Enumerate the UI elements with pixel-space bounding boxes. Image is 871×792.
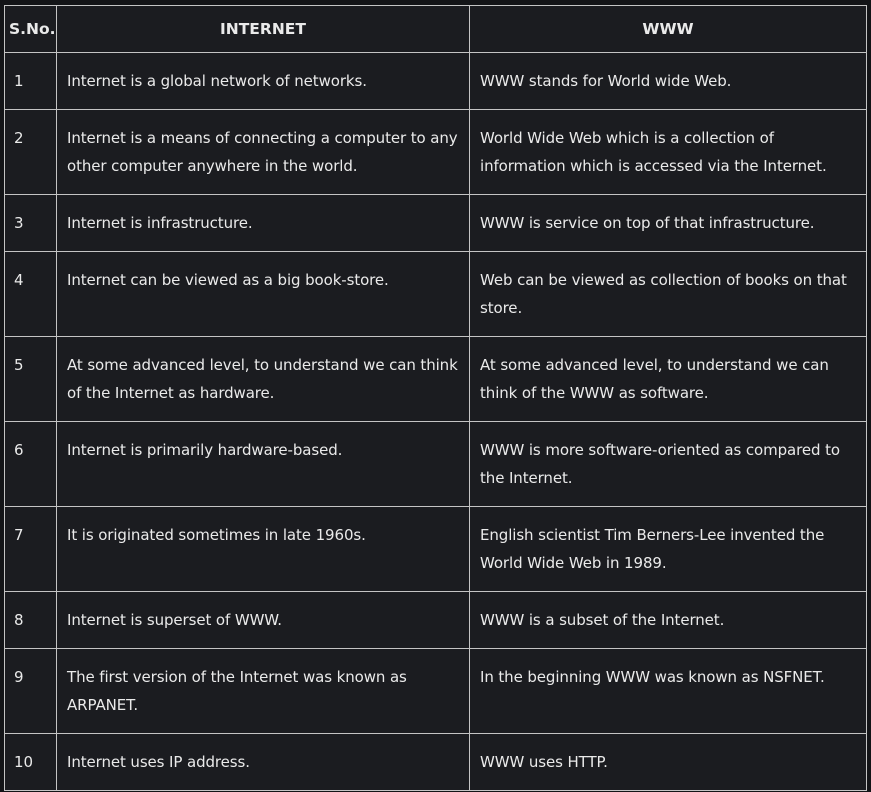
cell-sno: 7 xyxy=(5,507,57,592)
cell-sno: 10 xyxy=(5,734,57,791)
cell-internet: Internet is primarily hardware-based. xyxy=(57,422,470,507)
cell-www: WWW is more software-oriented as compared to the Internet. xyxy=(470,422,867,507)
cell-internet: Internet is infrastructure. xyxy=(57,195,470,252)
cell-internet: Internet is a means of connecting a computer to any other computer anywhere in the world. xyxy=(57,110,470,195)
cell-sno: 2 xyxy=(5,110,57,195)
header-internet: INTERNET xyxy=(57,6,470,53)
cell-internet: Internet can be viewed as a big book-store. xyxy=(57,252,470,337)
cell-internet: At some advanced level, to understand we can think of the Internet as hardware. xyxy=(57,337,470,422)
cell-sno: 1 xyxy=(5,53,57,110)
table-row xyxy=(5,592,867,649)
cell-www: At some advanced level, to understand we can think of the WWW as software. xyxy=(470,337,867,422)
cell-www: In the beginning WWW was known as NSFNET. xyxy=(470,649,867,734)
table-row xyxy=(5,195,867,252)
cell-www: WWW stands for World wide Web. xyxy=(470,53,867,110)
table-row xyxy=(5,252,867,337)
comparison-table-container xyxy=(4,5,867,791)
cell-internet: The first version of the Internet was known as ARPANET. xyxy=(57,649,470,734)
cell-www: Web can be viewed as collection of books on that store. xyxy=(470,252,867,337)
table-row xyxy=(5,422,867,507)
header-sno: S.No. xyxy=(5,6,57,53)
cell-sno: 8 xyxy=(5,592,57,649)
cell-sno: 4 xyxy=(5,252,57,337)
cell-internet: Internet uses IP address. xyxy=(57,734,470,791)
cell-sno: 3 xyxy=(5,195,57,252)
cell-www: WWW uses HTTP. xyxy=(470,734,867,791)
cell-internet: Internet is a global network of networks. xyxy=(57,53,470,110)
cell-sno: 6 xyxy=(5,422,57,507)
cell-internet: It is originated sometimes in late 1960s. xyxy=(57,507,470,592)
internet-vs-www-table xyxy=(4,5,867,791)
table-row xyxy=(5,110,867,195)
cell-www: English scientist Tim Berners-Lee invented the World Wide Web in 1989. xyxy=(470,507,867,592)
cell-www: WWW is service on top of that infrastructure. xyxy=(470,195,867,252)
table-row xyxy=(5,649,867,734)
table-row xyxy=(5,53,867,110)
cell-sno: 9 xyxy=(5,649,57,734)
cell-www: WWW is a subset of the Internet. xyxy=(470,592,867,649)
table-row xyxy=(5,734,867,791)
cell-www: World Wide Web which is a collection of information which is accessed via the Internet. xyxy=(470,110,867,195)
header-www: WWW xyxy=(470,6,867,53)
table-row xyxy=(5,507,867,592)
table-header-row xyxy=(5,6,867,53)
table-row xyxy=(5,337,867,422)
cell-internet: Internet is superset of WWW. xyxy=(57,592,470,649)
cell-sno: 5 xyxy=(5,337,57,422)
